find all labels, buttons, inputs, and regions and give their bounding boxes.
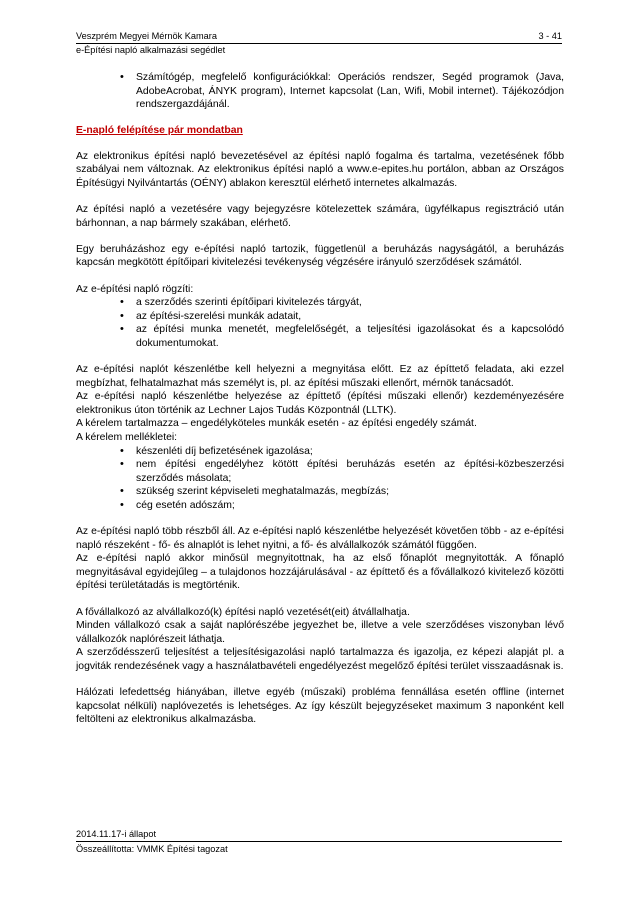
bullet-icon: • <box>120 458 124 471</box>
paragraph-access: Az építési napló a vezetésére vagy bejegyzésre kötelezettek számára, ügyfélkapus regisztráció után bárhonnan, a nap bármely szakában, elérhető. <box>76 204 564 229</box>
list-item: • a szerződés szerinti építőipari kivitelezés tárgyát, <box>120 296 362 309</box>
header-page-number: 3 - 41 <box>538 31 562 41</box>
paragraph-line: Az e-építési napló több részből áll. Az e-építési napló készenlétbe helyezését követően több - az e-építési napló részeként - fő- és alnaplót is lehet nyitni, a fő- és alvállalkozók számától függően. <box>76 526 564 551</box>
bullet-icon: • <box>120 444 124 457</box>
paragraph-one-log-per-project: Egy beruházáshoz egy e-építési napló tartozik, függetlenül a beruházás nagyságától, a beruházás kapcsán megkötött építőipari kivitelezési tevékenység végzésére irányuló szerződések számától. <box>76 243 564 269</box>
page-header <box>76 30 562 56</box>
page-footer <box>76 828 562 855</box>
section-title: E-napló felépítése pár mondatban <box>76 124 243 136</box>
system-requirements-list <box>76 71 564 112</box>
list-item: • Számítógép, megfelelő konfigurációkkal: Operációs rendszer, Segéd programok (Java, AdobeAcrobat, ÁNYK program), Internet kapcsolat (Lan, Wifi, Mobil internet). Tájékozódjon rendszergazdájánál. <box>120 71 564 111</box>
attachments-list <box>76 445 564 513</box>
list-item: • szükség szerint képviseleti meghatalmazás, megbízás; <box>120 485 389 498</box>
footer-rule <box>76 841 562 842</box>
bullet-icon: • <box>120 296 124 309</box>
footer-date: 2014.11.17-i állapot <box>76 829 157 839</box>
paragraph-line: A kérelem tartalmazza – engedélyköteles munkák esetén - az építési engedély számát. <box>76 418 477 430</box>
paragraph-offline: Hálózati lefedettség hiányában, illetve egyéb (műszaki) probléma fennállása esetén offline (internet kapcsolat nélküli) naplóvezetés is lehetséges. Az így készült bejegyzéseket maximum 3 naponként kell feltölteni az elektronikus alkalmazásba. <box>76 686 564 726</box>
list-item: • nem építési engedélyhez kötött építési beruházás esetén az építési-közbeszerzési szerződés másolata; <box>120 458 564 484</box>
bullet-icon: • <box>120 71 124 83</box>
paragraph-line: A szerződésszerű teljesítést a teljesítésigazolási napló tartalmazza és igazolja, ez képezi alapját pl. a jogviták rendezésének vagy a használatbavételi engedélyezést megelőző építési terület visszaadásnak is. <box>76 647 564 672</box>
paragraph-line: Minden vállalkozó csak a saját naplórészébe jegyezhet be, illetve a vele szerződéses viszonyban lévő vállalkozók naplórészeit láthatja. <box>76 620 564 645</box>
paragraph-line: Az e-építési napló akkor minősül megnyitottnak, ha az első főnaplót megnyitották. A főnapló megnyitásával egyidejűleg – a tulajdonos hozzájárulásával - az építtető és a fővállalkozó kivitelező közötti építési területátadás is megtörténik. <box>76 553 564 592</box>
header-subtitle: e-Építési napló alkalmazási segédlet <box>76 45 226 55</box>
paragraph-line: A fővállalkozó az alvállalkozó(k) építési napló vezetését(eit) átvállalhatja. <box>76 606 410 618</box>
list-item: • készenléti díj befizetésének igazolása; <box>120 444 313 457</box>
list-item: • cég esetén adószám; <box>120 498 235 511</box>
records-intro: Az e-építési napló rögzíti: <box>76 283 194 295</box>
bullet-icon: • <box>120 485 124 498</box>
bullet-icon: • <box>120 498 124 511</box>
paragraph-intro: Az elektronikus építési napló bevezetésével az építési napló fogalma és tartalma, vezetésének főbb szabályai nem változnak. Az elektronikus építési napló a www.e-epites.hu portálon, abban az Országos Építésügyi Nyilvántartás (OÉNY) ablakon keresztül elérhető internetes alkalmazás. <box>76 150 564 190</box>
list-item: • az építési-szerelési munkák adatait, <box>120 309 302 322</box>
paragraph-line: Az e-építési naplót készenlétbe kell helyezni a megnyitása előtt. Ez az építtető feladata, aki ezzel megbízhat, felhatalmazhat más személyt is, pl. az építési műszaki ellenőrt, mérnök tanácsadót. <box>76 364 564 389</box>
paragraph-line: A kérelem mellékletei: <box>76 431 178 443</box>
header-organization: Veszprém Megyei Mérnök Kamara <box>76 31 217 41</box>
list-item: • az építési munka menetét, megfelelőségét, a teljesítési igazolásokat és a kapcsolódó dokumentumokat. <box>120 323 564 349</box>
footer-author: Összeállította: VMMK Építési tagozat <box>76 844 228 854</box>
bullet-icon: • <box>120 309 124 322</box>
records-list <box>76 296 564 350</box>
contractor-block <box>76 606 564 674</box>
paragraph-line: Az e-építési napló készenlétbe helyezése az építtető (építési műszaki ellenőr) kezdeményezésére elektronikus úton történik az Lechner Lajos Tudás Központnál (LLTK). <box>76 391 564 416</box>
log-parts-block <box>76 525 564 593</box>
document-body <box>76 71 564 739</box>
bullet-icon: • <box>120 323 124 336</box>
standby-block <box>76 363 564 445</box>
